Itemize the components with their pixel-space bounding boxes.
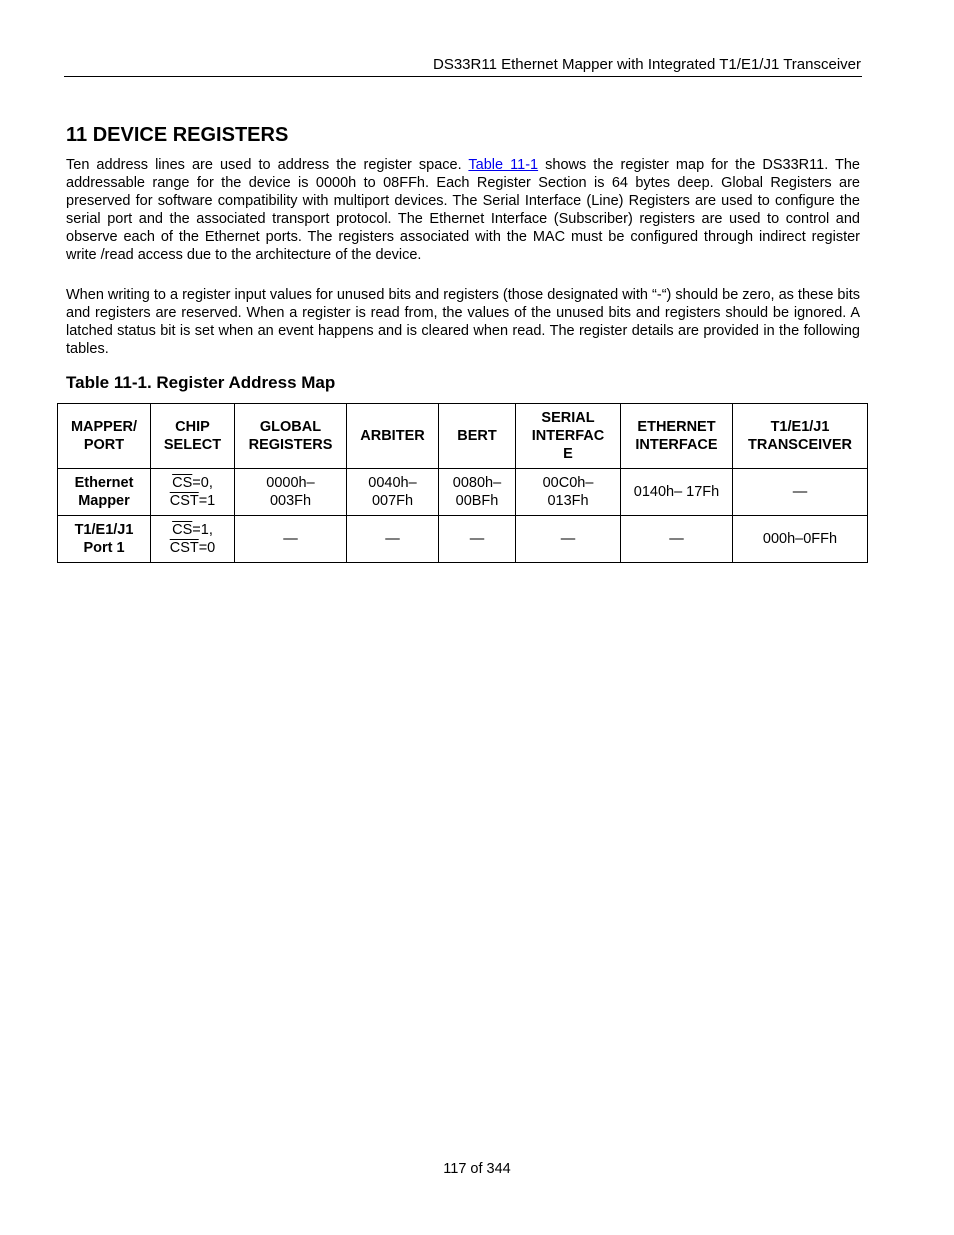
row-global-cell: 0000h– 003Fh (235, 469, 347, 516)
register-address-map-table (57, 403, 868, 563)
intro-text-end: shows the register map for the DS33R11. The addressable range for the device is 0000h to 08FFh. Each Register Section is 64 bytes deep. Global Registers are preserved for software compatibility with multiport devices. The Serial Interface (Line) Registers are used to configure the serial port and the associated transport protocol. The Ethernet Interface (Subscriber) registers are used to control and observe each of the Ethernet ports. The registers associated with the MAC must be configured through indirect register write /read access due to the architecture of the device. (66, 157, 860, 263)
table-11-1-link[interactable]: Table 11-1 (468, 157, 539, 173)
row-arbiter-cell: 0040h– 007Fh (347, 469, 439, 516)
row-bert-cell: 0080h– 00BFh (439, 469, 516, 516)
row-transceiver-cell: — (733, 469, 868, 516)
row-serial-cell: — (516, 516, 621, 563)
col-header-ethernet-interface: ETHERNET INTERFACE (621, 404, 733, 469)
intro-paragraph (66, 156, 860, 264)
col-header-mapper-port: MAPPER/ PORT (58, 404, 151, 469)
section-title: 11 DEVICE REGISTERS (66, 124, 289, 146)
row-chip-select-cell: $\overline{CS}=0$, $\overline{CST}=1$ (151, 469, 235, 516)
header-divider (64, 76, 862, 77)
page-number: 117 of 344 (443, 1161, 511, 1177)
table-row (58, 469, 868, 516)
row-bert-cell: — (439, 516, 516, 563)
page-header-title: DS33R11 Ethernet Mapper with Integrated T1/E1/J1 Transceiver (432, 56, 861, 73)
write-read-paragraph: When writing to a register input values for unused bits and registers (those designated with “-“) should be zero, as these bits and registers are reserved. When a register is read from, the values of the unused bits and registers should be ignored. A latched status bit is set when an event happens and is cleared when read. The register details are provided in the following tables. (66, 287, 860, 357)
table-header-row (58, 404, 868, 469)
intro-text-start: Ten address lines are used to address the register space. (66, 157, 469, 173)
row-serial-cell: 00C0h– 013Fh (516, 469, 621, 516)
col-header-arbiter: ARBITER (347, 404, 439, 469)
col-header-global-registers: GLOBAL REGISTERS (235, 404, 347, 469)
table-caption: Table 11-1. Register Address Map (66, 373, 336, 392)
col-header-transceiver: T1/E1/J1 TRANSCEIVER (733, 404, 868, 469)
row-chip-select-cell: $\overline{CS}=1$, $\overline{CST}=0$ (151, 516, 235, 563)
row-transceiver-cell: 000h–0FFh (733, 516, 868, 563)
row-arbiter-cell: — (347, 516, 439, 563)
col-header-bert: BERT (439, 404, 516, 469)
row-port-cell: Ethernet Mapper (58, 469, 151, 516)
row-port-cell: T1/E1/J1 Port 1 (58, 516, 151, 563)
col-header-chip-select: CHIP SELECT (151, 404, 235, 469)
col-header-serial-interface: SERIAL INTERFAC E (516, 404, 621, 469)
row-ethernet-cell: 0140h– 17Fh (621, 469, 733, 516)
row-global-cell: — (235, 516, 347, 563)
row-ethernet-cell: — (621, 516, 733, 563)
table-row (58, 516, 868, 563)
